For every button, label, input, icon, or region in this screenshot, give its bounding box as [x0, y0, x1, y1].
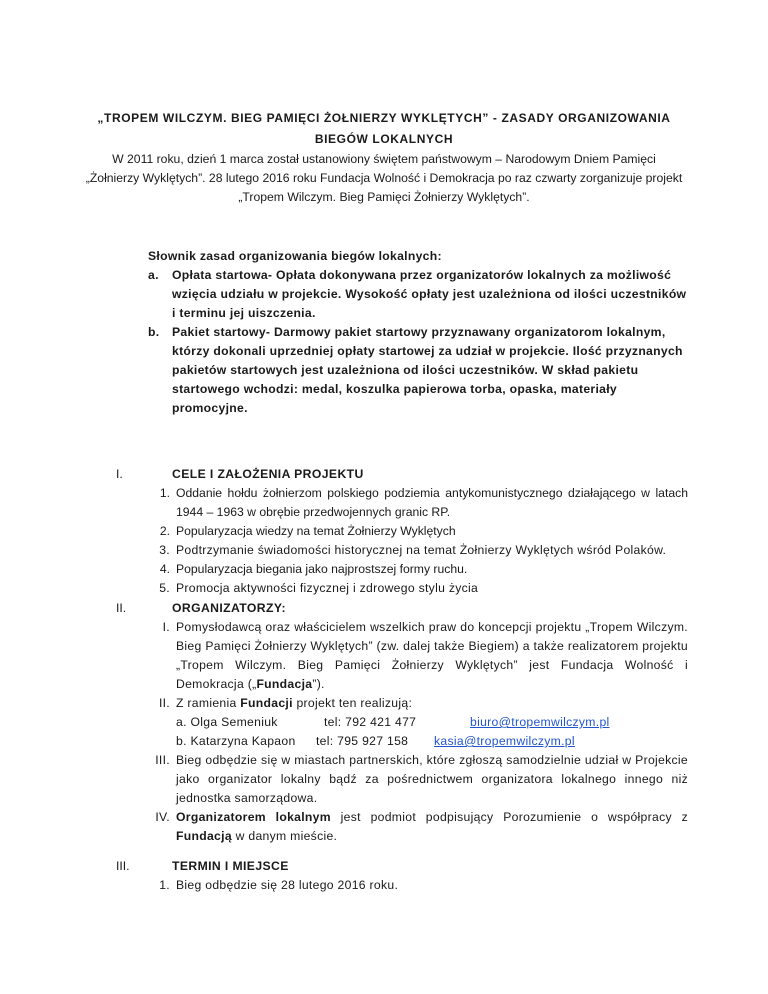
list-item-mark: 2. — [159, 524, 170, 538]
list-item — [148, 522, 688, 541]
list-item-text: Z ramienia Fundacji projekt ten realizują: — [176, 696, 413, 710]
list-item-text: Organizatorem lokalnym jest podmiot podpisujący Porozumienie o współpracy z Fundacją w danym mieście. — [176, 810, 688, 843]
list-item-mark: 3. — [159, 543, 170, 557]
contact-email-link[interactable]: kasia@tropemwilczym.pl — [434, 734, 575, 748]
section-3-list — [148, 876, 688, 895]
list-item-mark: 1. — [159, 486, 170, 500]
list-item-text: Popularyzacja wiedzy na temat Żołnierzy Wyklętych — [176, 524, 456, 538]
dictionary-block — [148, 247, 688, 418]
list-item-mark: I. — [162, 620, 170, 634]
list-item-text: Bieg odbędzie się 28 lutego 2016 roku. — [176, 878, 399, 892]
section-1-list — [148, 484, 688, 598]
list-item-mark: III. — [155, 753, 170, 767]
list-item — [148, 560, 688, 579]
list-item — [148, 751, 688, 808]
list-item-text: Oddanie hołdu żołnierzom polskiego podziemia antykomunistycznego działającego w latach 1944 – 1963 w obrębie przedwojennych granic RP. — [176, 486, 688, 519]
contact-name: a. Olga Semeniuk — [176, 715, 278, 729]
list-item — [148, 484, 688, 522]
list-item-text: Bieg odbędzie się w miastach partnerskich, które zgłoszą samodzielnie udział w Projekcie jako organizator lokalny bądź za pośrednictwem organizatora lokalnego innego niż jednostka samorządowa. — [176, 753, 688, 805]
contact-row — [148, 713, 688, 732]
document-title: „TROPEM WILCZYM. BIEG PAMIĘCI ŻOŁNIERZY WYKLĘTYCH” - ZASADY ORGANIZOWANIA BIEGÓW LOKALNYCH — [97, 111, 671, 146]
list-item-mark: IV. — [155, 810, 170, 824]
dictionary-item-mark: a. — [148, 268, 159, 282]
dictionary-item-text: Pakiet startowy- Darmowy pakiet startowy przyznawany organizatorom lokalnym, którzy dokonali uprzedniej opłaty startowej za udział w projekcie. Ilość przyznanych pakietów startowych jest uzależniona od ilości uczestników. W skład pakietu startowego wchodzi: medal, koszulka papierowa torba, opaska, materiały promocyjne. — [172, 325, 683, 415]
list-item-text: Podtrzymanie świadomości historycznej na temat Żołnierzy Wyklętych wśród Polaków. — [176, 543, 667, 557]
dictionary-heading: Słownik zasad organizowania biegów lokalnych: — [148, 249, 442, 263]
dictionary-item — [148, 323, 688, 418]
section-1-number: I. — [116, 467, 123, 481]
list-item — [148, 808, 688, 846]
list-item-mark: II. — [158, 696, 170, 710]
contact-name: b. Katarzyna Kapaon — [176, 734, 296, 748]
dictionary-item — [148, 266, 688, 323]
intro-paragraph: W 2011 roku, dzień 1 marca został ustanowiony świętem państwowym – Narodowym Dniem Pamięci „Żołnierzy Wyklętych”. 28 lutego 2016 roku Fundacja Wolność i Demokracja po raz czwarty zorganizuje projekt „Tropem Wilczym. Bieg Pamięci Żołnierzy Wyklętych”. — [85, 152, 683, 204]
section-1-title: CELE I ZAŁOŻENIA PROJEKTU — [172, 467, 364, 481]
list-item-text: Promocja aktywności fizycznej i zdrowego stylu życia — [176, 581, 479, 595]
dictionary-item-mark: b. — [148, 325, 160, 339]
contact-email-link[interactable]: biuro@tropemwilczym.pl — [470, 715, 610, 729]
contact-phone: tel: 792 421 477 — [324, 715, 417, 729]
list-item — [148, 618, 688, 694]
list-item-text: Pomysłodawcą oraz właścicielem wszelkich praw do koncepcji projektu „Tropem Wilczym. Bieg Pamięci Żołnierzy Wyklętych” (zw. dalej także Biegiem) a także realizatorem projektu „Tropem Wilczym. Bieg Pamięci Żołnierzy Wyklętych” jest Fundacja Wolność i Demokracja („Fundacja”). — [176, 620, 688, 691]
list-item — [148, 579, 688, 598]
contact-row — [148, 732, 688, 751]
contact-phone: tel: 795 927 158 — [316, 734, 409, 748]
section-2-title: ORGANIZATORZY: — [172, 601, 286, 615]
list-item-mark: 1. — [159, 878, 170, 892]
list-item — [148, 541, 688, 560]
list-item-mark: 4. — [159, 562, 170, 576]
section-2-number: II. — [116, 601, 127, 615]
list-item — [148, 876, 688, 895]
list-item — [148, 694, 688, 713]
list-item-mark: 5. — [159, 581, 170, 595]
section-3-title: TERMIN I MIEJSCE — [172, 859, 289, 873]
dictionary-item-text: Opłata startowa- Opłata dokonywana przez organizatorów lokalnych za możliwość wzięcia udziału w projekcie. Wysokość opłaty jest uzależniona od ilości uczestników i terminu jej uiszczenia. — [172, 268, 687, 320]
section-2-list — [148, 618, 688, 846]
list-item-text: Popularyzacja biegania jako najprostszej formy ruchu. — [176, 562, 468, 576]
section-3-number: III. — [116, 859, 130, 873]
